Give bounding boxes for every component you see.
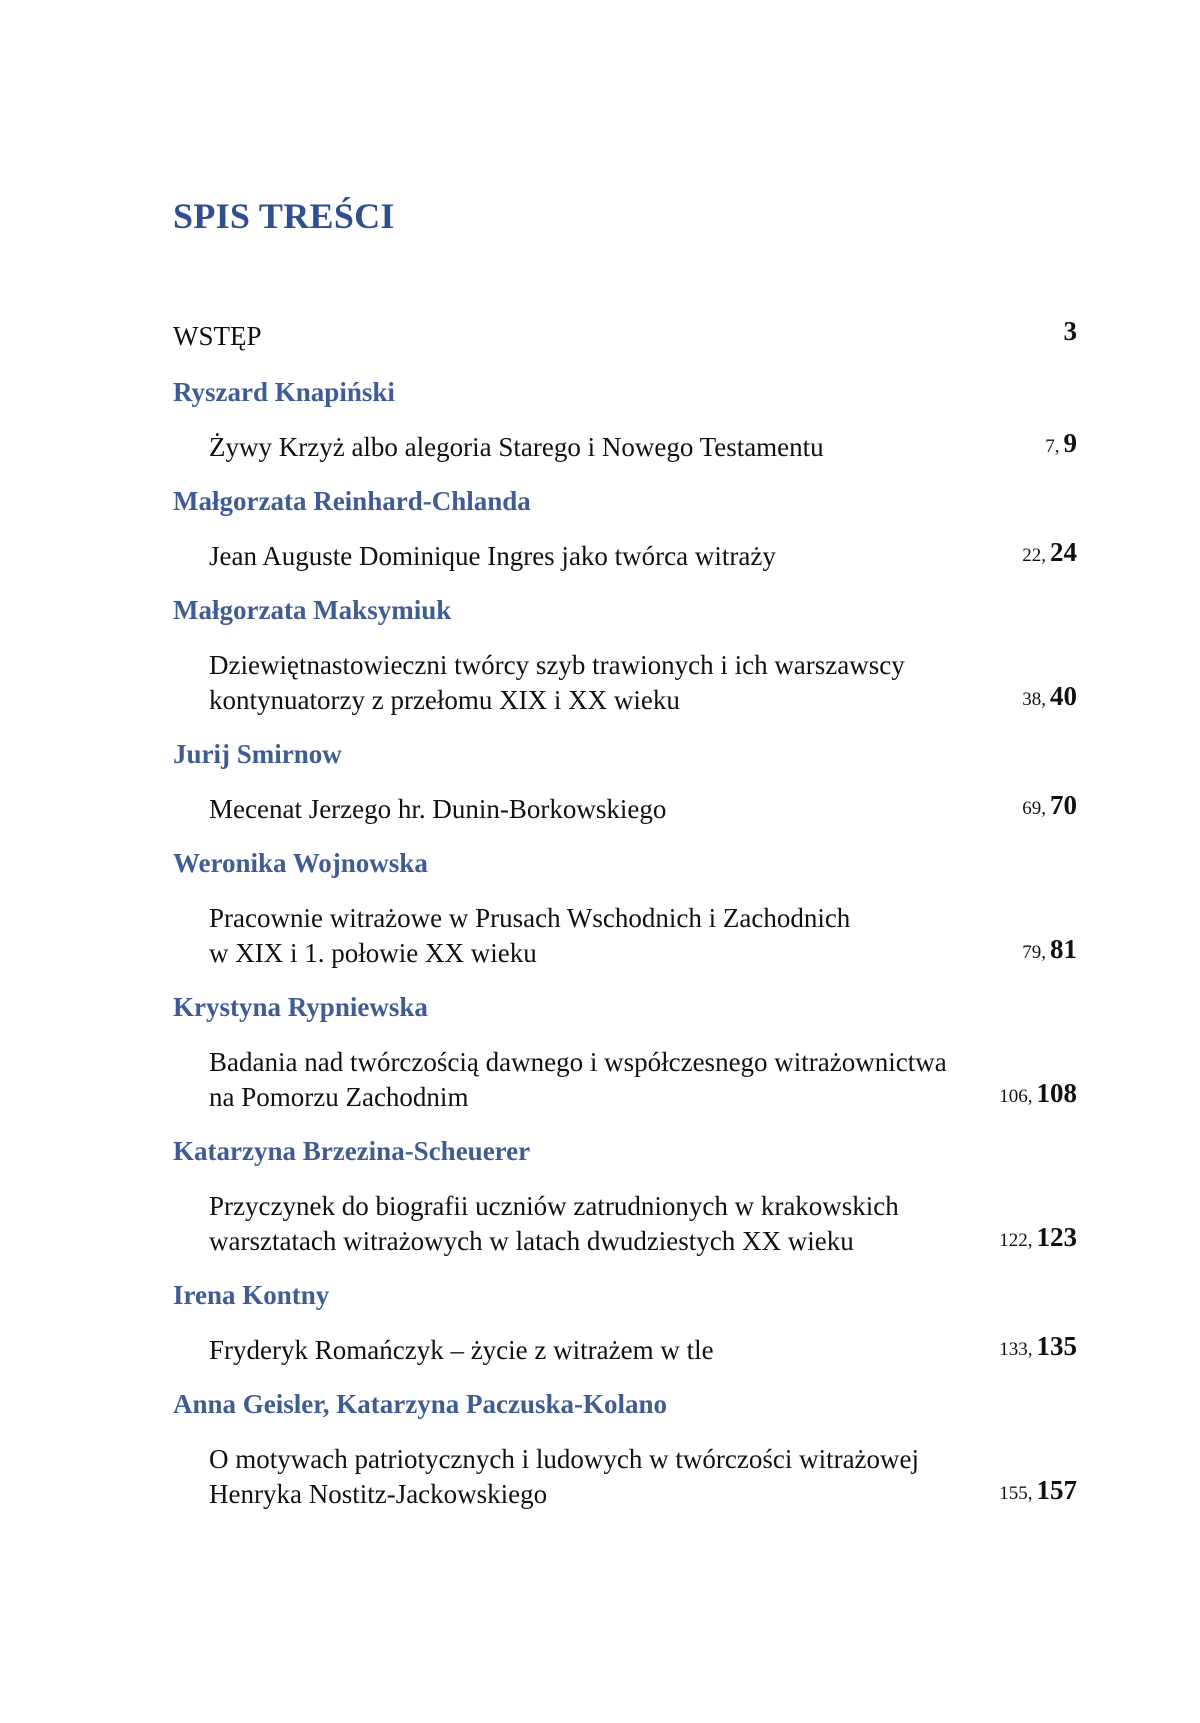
author-name: Katarzyna Brzezina-Scheuerer [173, 1136, 531, 1166]
table-of-contents [173, 318, 1077, 1530]
page-number-secondary: 133, [999, 1339, 1033, 1360]
entry-page-ref [999, 1076, 1077, 1115]
entry-page-ref [999, 1220, 1077, 1259]
toc-entry[interactable] [173, 539, 1077, 574]
entry-title-line: Dziewiętnastowieczni twórcy szyb trawionych i ich warszawscy [209, 650, 905, 680]
author-name: Jurij Smirnow [173, 739, 342, 769]
entry-title-line: Jean Auguste Dominique Ingres jako twórca witraży [209, 541, 776, 571]
page-number-secondary: 106, [999, 1086, 1033, 1107]
page-number-secondary: 38, [1022, 689, 1046, 710]
entry-page-ref [1022, 535, 1077, 574]
toc-section [173, 845, 1077, 971]
toc-sections [173, 374, 1077, 1512]
author-name: Ryszard Knapiński [173, 377, 395, 407]
toc-section [173, 736, 1077, 827]
page-number: 9 [1063, 428, 1077, 458]
author-name: Irena Kontny [173, 1280, 330, 1310]
toc-intro-label: WSTĘP [173, 321, 262, 351]
entry-page-ref [999, 1473, 1077, 1512]
page-number: 135 [1036, 1331, 1077, 1361]
toc-entry[interactable] [173, 648, 1077, 718]
author-name: Małgorzata Maksymiuk [173, 595, 452, 625]
page-number-secondary: 22, [1022, 545, 1046, 566]
toc-section [173, 483, 1077, 574]
entry-page-ref [1022, 932, 1077, 971]
author-name: Małgorzata Reinhard-Chlanda [173, 486, 531, 516]
toc-entry[interactable] [173, 1045, 1077, 1115]
toc-entry[interactable] [173, 901, 1077, 971]
page-number: 157 [1036, 1475, 1077, 1505]
entry-title-line: Badania nad twórczością dawnego i współczesnego witrażownictwa [209, 1047, 947, 1077]
page-title: SPIS TREŚCI [173, 196, 395, 236]
author-name: Weronika Wojnowska [173, 848, 428, 878]
toc-intro-row[interactable] [173, 318, 1077, 354]
page-number-secondary: 79, [1022, 942, 1046, 963]
toc-section [173, 1133, 1077, 1259]
page-number: 40 [1050, 681, 1077, 711]
entry-title-line: Henryka Nostitz-Jackowskiego [209, 1479, 548, 1509]
author-name: Krystyna Rypniewska [173, 992, 428, 1022]
entry-title-line: na Pomorzu Zachodnim [209, 1082, 469, 1112]
entry-title-line: Fryderyk Romańczyk – życie z witrażem w tle [209, 1335, 714, 1365]
entry-title-line: kontynuatorzy z przełomu XIX i XX wieku [209, 685, 680, 715]
entry-page-ref [1022, 788, 1077, 827]
entry-page-ref [1022, 679, 1077, 718]
author-name: Anna Geisler, Katarzyna Paczuska-Kolano [173, 1389, 668, 1419]
entry-title-line: Przyczynek do biografii uczniów zatrudnionych w krakowskich [209, 1191, 899, 1221]
page-number: 70 [1050, 790, 1077, 820]
entry-title-line: w XIX i 1. połowie XX wieku [209, 938, 537, 968]
toc-entry[interactable] [173, 1189, 1077, 1259]
entry-title-line: Pracownie witrażowe w Prusach Wschodnich i Zachodnich [209, 903, 851, 933]
toc-section [173, 1386, 1077, 1512]
page-number: 3 [1063, 316, 1077, 346]
toc-section [173, 374, 1077, 465]
toc-intro-page [1064, 313, 1078, 354]
entry-title-line: Mecenat Jerzego hr. Dunin-Borkowskiego [209, 794, 667, 824]
entry-page-ref [1045, 426, 1077, 465]
entry-title-line: Żywy Krzyż albo alegoria Starego i Nowego Testamentu [209, 432, 824, 462]
page-number: 81 [1050, 934, 1077, 964]
toc-section [173, 989, 1077, 1115]
page-number-secondary: 155, [999, 1483, 1033, 1504]
page-number: 123 [1036, 1222, 1077, 1252]
page-number-secondary: 69, [1022, 798, 1046, 819]
toc-section [173, 592, 1077, 718]
page-number-secondary: 7, [1045, 436, 1060, 457]
entry-title-line: O motywach patriotycznych i ludowych w twórczości witrażowej [209, 1444, 920, 1474]
page-number: 108 [1036, 1078, 1077, 1108]
page-number-secondary: 122, [999, 1230, 1033, 1251]
entry-title-line: warsztatach witrażowych w latach dwudziestych XX wieku [209, 1226, 854, 1256]
page-number: 24 [1050, 537, 1077, 567]
toc-entry[interactable] [173, 1442, 1077, 1512]
toc-entry[interactable] [173, 430, 1077, 465]
entry-page-ref [999, 1329, 1077, 1368]
toc-entry[interactable] [173, 1333, 1077, 1368]
toc-entry[interactable] [173, 792, 1077, 827]
toc-section [173, 1277, 1077, 1368]
